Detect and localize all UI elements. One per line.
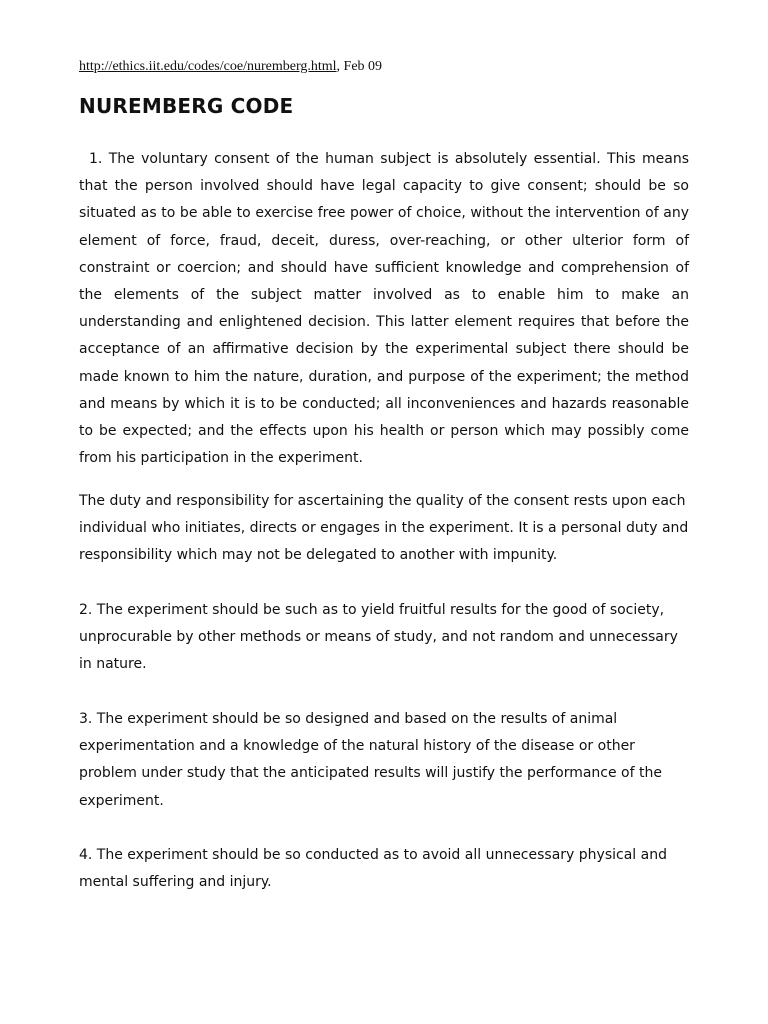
paragraph-principle-1: 1. The voluntary consent of the human subject is absolutely essential. This means that the person involved should have legal capacity to give consent; should be so situated as to be able to exercise free power of choice, without the intervention of any element of force, fraud, deceit, duress, over-reaching, or other ulterior form of constraint or coercion; and should have sufficient knowledge and comprehension of the elements of the subject matter involved as to enable him to make an understanding and enlightened decision. This latter element requires that before the acceptance of an affirmative decision by the experimental subject there should be made known to him the nature, duration, and purpose of the experiment; the method and means by which it is to be conducted; all inconveniences and hazards reasonable to be expected; and the effects upon his health or person which may possibly come from his participation in the experiment. — [79, 151, 689, 467]
paragraph-principle-2: 2. The experiment should be such as to yield fruitful results for the good of society, unprocurable by other methods or means of study, and not random and unnecessary in nature. — [79, 602, 678, 673]
source-date: , Feb 09 — [336, 59, 383, 74]
paragraph-consent-duty: The duty and responsibility for ascertaining the quality of the consent rests upon each individual who initiates, directs or engages in the experiment. It is a personal duty and responsibility which may not be delegated to another with impunity. — [79, 493, 689, 564]
paragraph-principle-3: 3. The experiment should be so designed and based on the results of animal experimentation and a knowledge of the natural history of the disease or other problem under study that the anticipated results will justify the performance of the experiment. — [79, 711, 662, 809]
source-line — [79, 59, 382, 75]
source-link[interactable]: http://ethics.iit.edu/codes/coe/nuremberg.html — [79, 59, 337, 74]
paragraph-principle-4: 4. The experiment should be so conducted as to avoid all unnecessary physical and mental suffering and injury. — [79, 847, 667, 891]
document-title: NUREMBERG CODE — [79, 94, 294, 118]
